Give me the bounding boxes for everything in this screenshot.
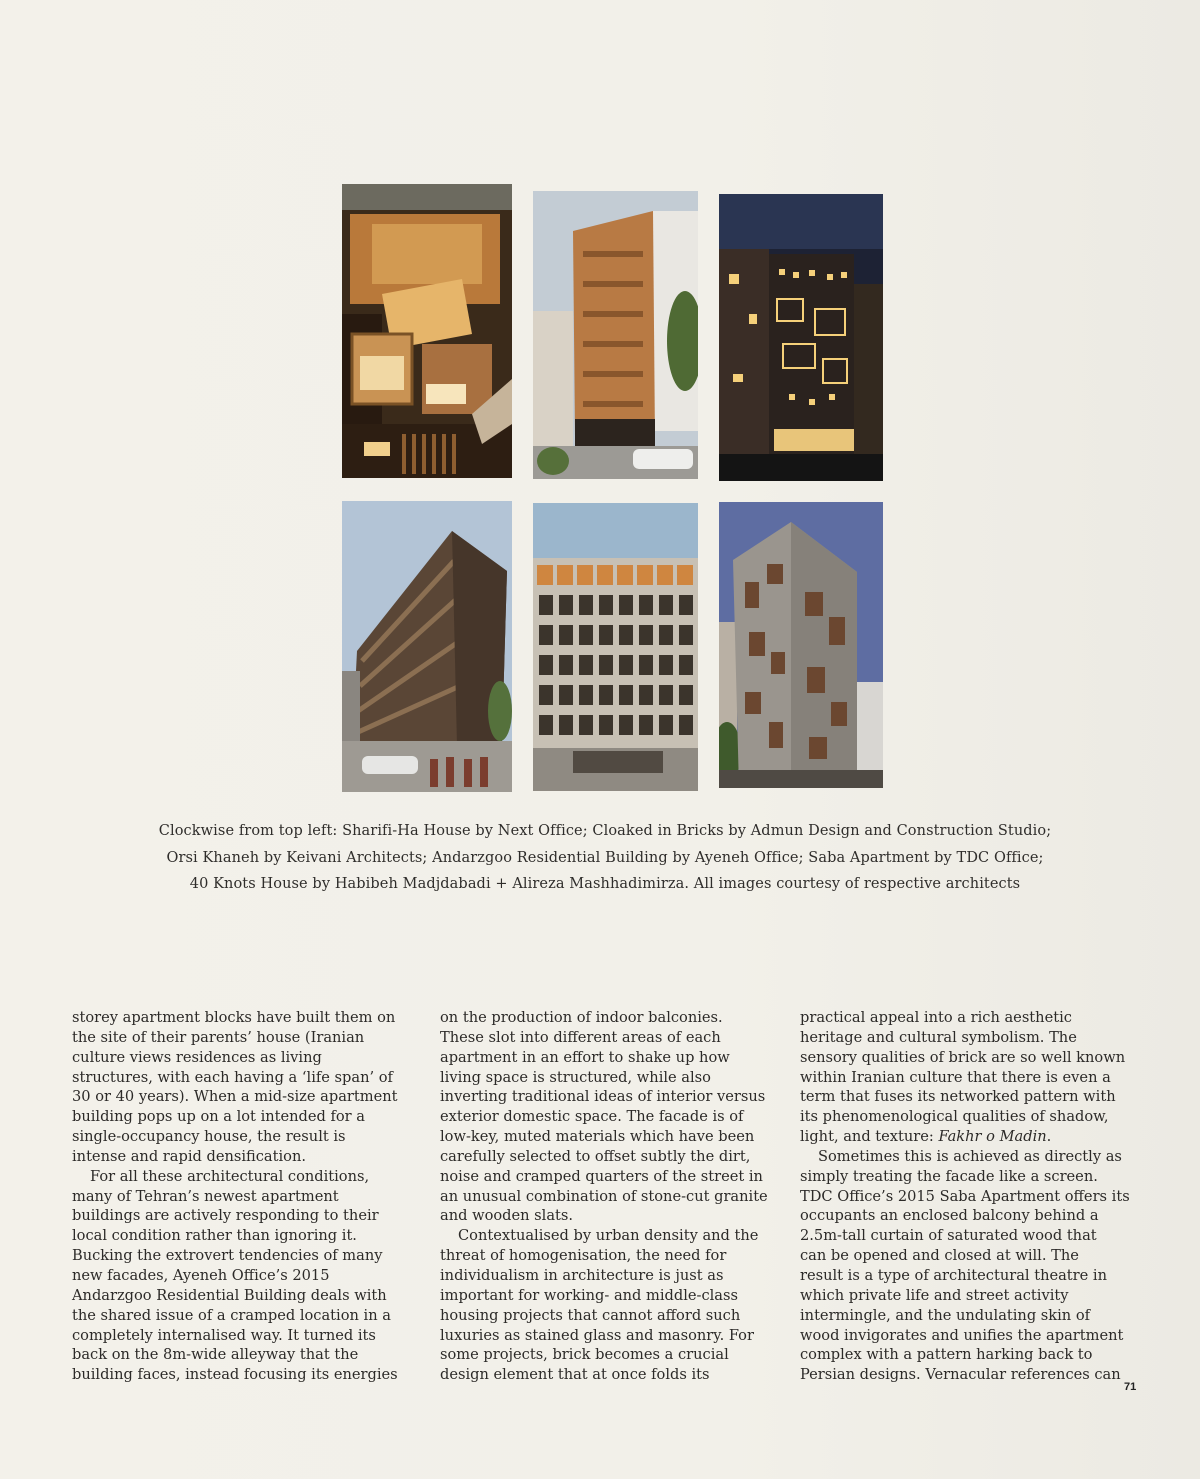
text-line: result is a type of architectural theatre in [800, 1266, 1107, 1284]
body-column-1 [72, 1008, 398, 1385]
photo-cloaked-in-bricks [533, 191, 698, 479]
text-line: occupants an enclosed balcony behind a [800, 1207, 1099, 1225]
text-line: housing projects that cannot afford such [440, 1306, 741, 1324]
text-line: low-key, muted materials which have been [440, 1128, 755, 1146]
text-line: can be opened and closed at will. The [800, 1247, 1079, 1265]
text-span: light, and texture: [800, 1128, 939, 1146]
text-line: apartment in an effort to shake up how [440, 1048, 730, 1066]
caption-line: 40 Knots House by Habibeh Madjdabadi + Alireza Mashhadimirza. All images courtesy of respective architects [189, 876, 1021, 892]
text-line: 30 or 40 years). When a mid-size apartment [72, 1088, 398, 1106]
photo-caption [140, 818, 1070, 898]
text-line: and wooden slats. [440, 1207, 574, 1225]
text-line: building pops up on a lot intended for a [72, 1108, 365, 1126]
text-line: Andarzgoo Residential Building deals with [72, 1286, 387, 1304]
text-line: complex with a pattern harking back to [800, 1346, 1093, 1364]
body-column-3 [800, 1008, 1130, 1385]
text-line: practical appeal into a rich aesthetic [800, 1009, 1072, 1026]
text-line: threat of homogenisation, the need for [440, 1247, 727, 1265]
text-line: TDC Office’s 2015 Saba Apartment offers its [800, 1187, 1130, 1205]
text-line: culture views residences as living [72, 1048, 322, 1066]
text-line: Bucking the extrovert tendencies of many [72, 1247, 383, 1265]
text-line: buildings are actively responding to their [72, 1207, 379, 1225]
text-line: exterior domestic space. The facade is of [440, 1108, 744, 1126]
text-line: noise and cramped quarters of the street in [440, 1167, 763, 1185]
text-line: structures, with each having a ‘life span’ of [72, 1068, 393, 1086]
text-line: term that fuses its networked pattern with [800, 1088, 1116, 1106]
text-line: For all these architectural conditions, [90, 1167, 370, 1185]
text-line: living space is structured, while also [440, 1068, 711, 1086]
text-line: intermingle, and the undulating skin of [800, 1306, 1091, 1324]
text-line: Contextualised by urban density and the [458, 1227, 759, 1245]
text-line: storey apartment blocks have built them on [72, 1009, 396, 1026]
text-line: building faces, instead focusing its energies [72, 1366, 398, 1384]
text-line: the shared issue of a cramped location in a [72, 1306, 391, 1324]
body-column-2 [440, 1008, 768, 1385]
text-line-with-italic [800, 1127, 1130, 1147]
page-number: 71 [1124, 1381, 1137, 1393]
caption-line: Clockwise from top left: Sharifi-Ha House by Next Office; Cloaked in Bricks by Admun Design and Construction Studio; [158, 823, 1052, 839]
text-line: inverting traditional ideas of interior versus [440, 1088, 766, 1106]
text-line: single-occupancy house, the result is [72, 1128, 346, 1146]
photo-sharifi-ha-house [342, 184, 512, 478]
text-line: many of Tehran’s newest apartment [72, 1187, 339, 1205]
photo-andarzgoo-residential [719, 502, 883, 788]
photo-saba-apartment [533, 503, 698, 791]
text-line: local condition rather than ignoring it. [72, 1227, 357, 1245]
text-line: intense and rapid densification. [72, 1147, 306, 1165]
text-line: individualism in architecture is just as [440, 1266, 724, 1284]
text-line: These slot into different areas of each [440, 1028, 721, 1046]
italic-term: Fakhr o Madin [938, 1128, 1047, 1146]
text-line: the site of their parents’ house (Iranian [72, 1028, 365, 1046]
text-line: sensory qualities of brick are so well known [800, 1048, 1126, 1066]
text-span: . [1046, 1128, 1052, 1146]
text-line: important for working- and middle-class [440, 1286, 738, 1304]
photo-orsi-khaneh [719, 194, 883, 481]
text-line: Sometimes this is achieved as directly as [818, 1147, 1122, 1165]
text-line: wood invigorates and unifies the apartment [800, 1326, 1124, 1344]
text-line: completely internalised way. It turned its [72, 1326, 376, 1344]
text-line: within Iranian culture that there is even a [800, 1068, 1111, 1086]
text-line: which private life and street activity [800, 1286, 1069, 1304]
photo-40-knots-house [342, 501, 512, 792]
text-line: Persian designs. Vernacular references can [800, 1366, 1121, 1384]
text-line: its phenomenological qualities of shadow, [800, 1108, 1109, 1126]
text-line: heritage and cultural symbolism. The [800, 1028, 1077, 1046]
text-line: some projects, brick becomes a crucial [440, 1346, 729, 1364]
text-line: design element that at once folds its [440, 1366, 710, 1384]
text-line: simply treating the facade like a screen. [800, 1167, 1098, 1185]
text-line: an unusual combination of stone-cut granite [440, 1187, 768, 1205]
text-line: new facades, Ayeneh Office’s 2015 [72, 1266, 330, 1284]
text-line: on the production of indoor balconies. [440, 1009, 723, 1026]
text-line: carefully selected to offset subtly the dirt, [440, 1147, 751, 1165]
text-line: 2.5m-tall curtain of saturated wood that [800, 1227, 1097, 1245]
caption-line: Orsi Khaneh by Keivani Architects; Andarzgoo Residential Building by Ayeneh Office; Saba Apartment by TDC Office; [166, 849, 1044, 866]
text-line: luxuries as stained glass and masonry. For [440, 1326, 754, 1344]
text-line: back on the 8m-wide alleyway that the [72, 1346, 359, 1364]
